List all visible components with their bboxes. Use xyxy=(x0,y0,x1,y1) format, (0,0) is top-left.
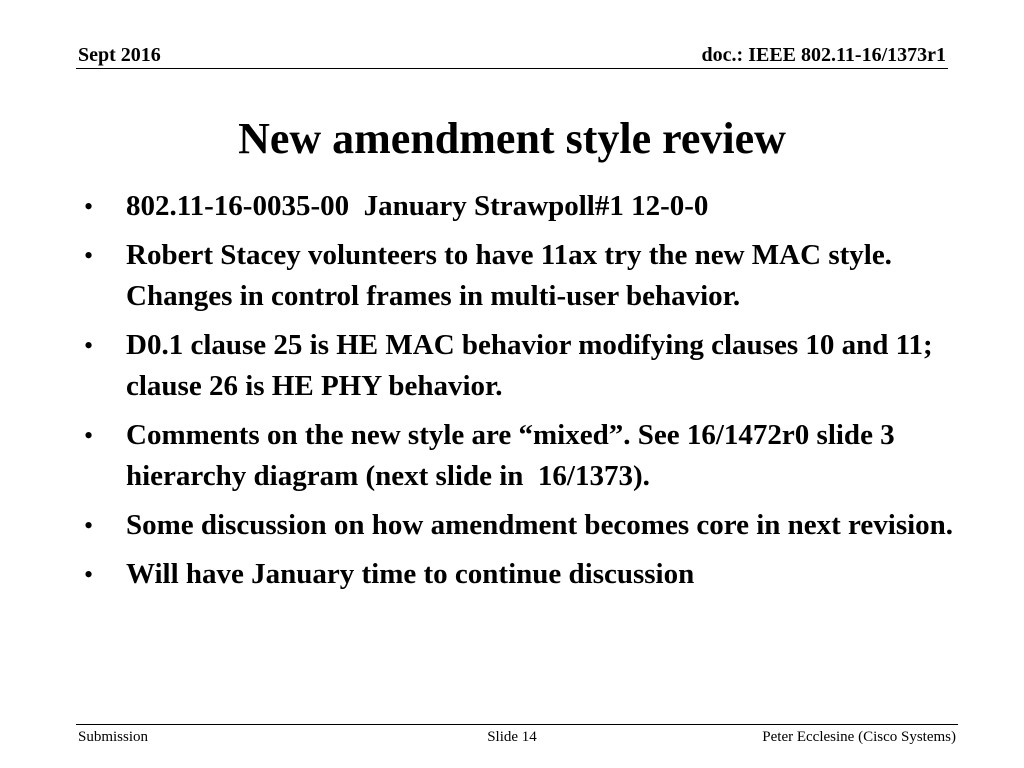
header-date: Sept 2016 xyxy=(78,44,161,66)
bullet-icon: • xyxy=(84,241,94,270)
bullet-text: D0.1 clause 25 is HE MAC behavior modifying clauses 10 and 11; clause 26 is HE PHY behavior. xyxy=(126,329,940,402)
slide-title: New amendment style review xyxy=(238,114,786,163)
bullet-item xyxy=(84,415,954,497)
bullet-icon: • xyxy=(84,511,94,540)
bullet-item xyxy=(84,505,954,546)
bullet-item xyxy=(84,235,954,317)
footer-submission: Submission xyxy=(78,729,149,745)
footer-divider xyxy=(76,724,958,725)
bullet-item xyxy=(84,186,954,227)
bullet-list xyxy=(84,186,954,603)
bullet-item xyxy=(84,325,954,407)
bullet-icon: • xyxy=(84,192,94,221)
bullet-icon: • xyxy=(84,560,94,589)
bullet-item xyxy=(84,554,954,595)
footer-author: Peter Ecclesine (Cisco Systems) xyxy=(762,729,956,745)
bullet-text: Comments on the new style are “mixed”. See 16/1472r0 slide 3 hierarchy diagram (next slide in 16/1373). xyxy=(126,419,902,492)
footer-slide-number: Slide 14 xyxy=(487,729,537,745)
bullet-text: Robert Stacey volunteers to have 11ax try the new MAC style. Changes in control frames in multi-user behavior. xyxy=(126,239,900,312)
bullet-text: Will have January time to continue discussion xyxy=(126,558,695,590)
bullet-text: 802.11-16-0035-00 January Strawpoll#1 12-0-0 xyxy=(126,190,709,222)
bullet-text: Some discussion on how amendment becomes core in next revision. xyxy=(126,509,954,541)
bullet-icon: • xyxy=(84,421,94,450)
header-doc-id: doc.: IEEE 802.11-16/1373r1 xyxy=(701,44,946,66)
header-divider xyxy=(76,68,948,69)
bullet-icon: • xyxy=(84,331,94,360)
